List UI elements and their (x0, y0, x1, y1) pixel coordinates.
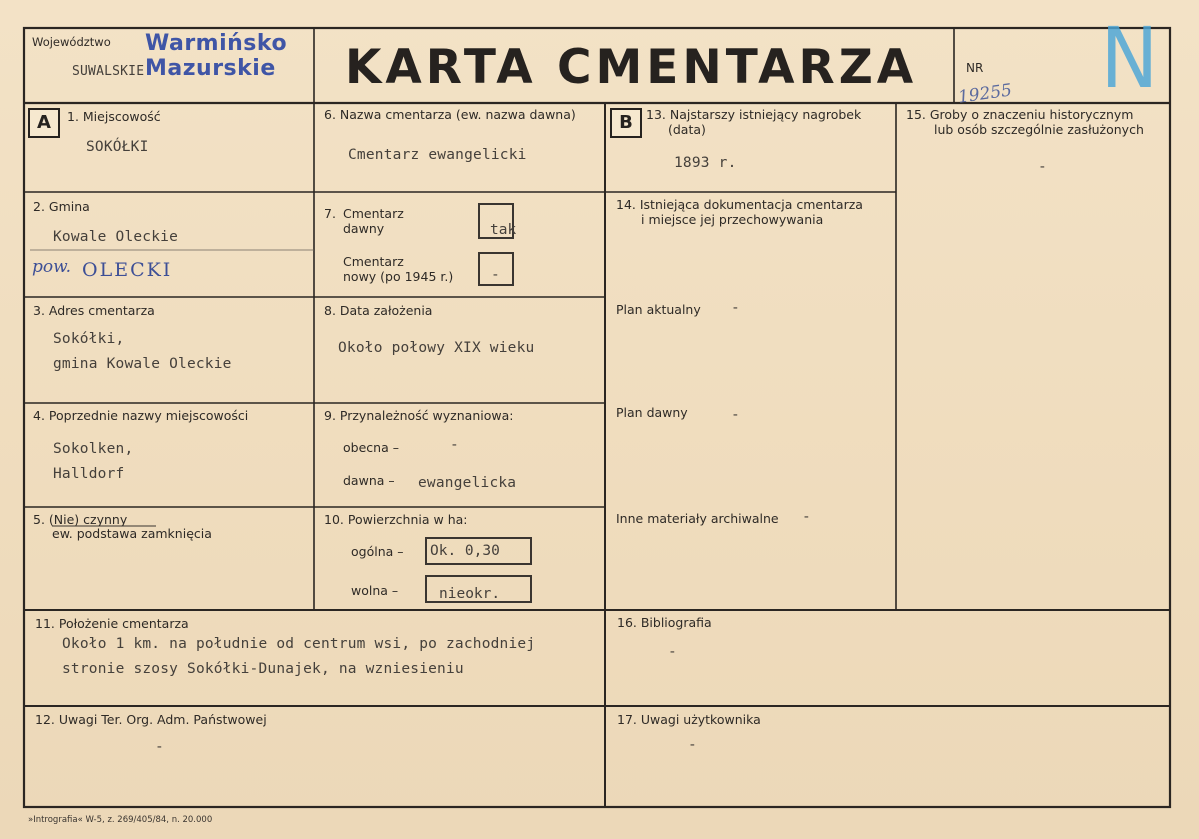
field-7-nowy-value: - (491, 267, 500, 283)
field-12-label: 12. Uwagi Ter. Org. Adm. Państwowej (35, 712, 267, 727)
field-15-label-line-2: lub osób szczególnie zasłużonych (934, 122, 1144, 137)
field-4-value-line-2: Halldorf (53, 466, 125, 482)
field-12-value: - (155, 739, 164, 755)
field-10-ogolna-value: Ok. 0,30 (430, 543, 500, 559)
field-3-value-line-1: Sokółki, (53, 331, 125, 347)
field-8-value: Około połowy XIX wieku (338, 340, 535, 356)
field-15-label-line-1: 15. Groby o znaczeniu historycznym (906, 107, 1134, 122)
stamp-line-1: Warmińsko (145, 31, 288, 56)
field-16-label: 16. Bibliografia (617, 615, 712, 630)
corner-letter-marker: N (1100, 9, 1159, 107)
field-7-dawny-box (478, 203, 517, 239)
wojewodztwo-value: SUWALSKIE (72, 64, 145, 79)
field-9-label: 9. Przynależność wyznaniowa: (324, 408, 514, 423)
field-5-label-line-2: ew. podstawa zamknięcia (52, 526, 212, 541)
nr-label: NR (966, 61, 984, 75)
field-2-value: Kowale Oleckie (53, 229, 179, 245)
field-11-label: 11. Położenie cmentarza (35, 616, 189, 631)
field-2-pow-prefix: pow. (32, 257, 72, 277)
field-3-value-line-2: gmina Kowale Oleckie (53, 356, 232, 372)
field-6-value: Cmentarz ewangelicki (348, 147, 527, 163)
field-2-pow-value: OLECKI (82, 259, 173, 281)
field-15-value: - (1038, 159, 1047, 175)
field-17-value: - (688, 737, 697, 753)
wojewodztwo-label: Województwo (32, 35, 111, 49)
plan-aktualny-value: - (731, 300, 740, 316)
plan-dawny-value: - (731, 407, 740, 423)
field-7-dawny-line-1: Cmentarz (343, 206, 404, 221)
inne-materialy-label: Inne materiały archiwalne (616, 511, 779, 526)
field-1-label: 1. Miejscowość (67, 109, 161, 124)
page-title: KARTA CMENTARZA (345, 40, 918, 95)
field-10-wolna-value: nieokr. (439, 586, 501, 602)
field-5-label-line-1: 5. (Nie) czynny (33, 512, 128, 527)
field-8-label: 8. Data założenia (324, 303, 433, 318)
field-4-value-line-1: Sokolken, (53, 441, 134, 457)
stamp-line-2: Mazurskie (145, 56, 276, 81)
field-14-label-line-2: i miejsce jej przechowywania (641, 212, 824, 227)
plan-aktualny-label: Plan aktualny (616, 302, 701, 317)
field-17-label: 17. Uwagi użytkownika (617, 712, 761, 727)
field-9-obecna-label: obecna – (343, 440, 399, 455)
field-2-label: 2. Gmina (33, 199, 90, 214)
field-13-label-line-1: 13. Najstarszy istniejący nagrobek (646, 107, 862, 122)
field-7-nowy-line-2: nowy (po 1945 r.) (343, 269, 454, 284)
field-10-wolna-box (425, 575, 532, 603)
field-6-label: 6. Nazwa cmentarza (ew. nazwa dawna) (324, 107, 576, 122)
field-9-obecna-value: - (450, 437, 459, 453)
field-10-ogolna-box (425, 537, 532, 565)
section-b-marker: B (610, 108, 642, 138)
field-13-value: 1893 r. (674, 155, 737, 171)
field-13-label-line-2: (data) (668, 122, 706, 137)
field-3-label: 3. Adres cmentarza (33, 303, 155, 318)
plan-dawny-label: Plan dawny (616, 405, 688, 420)
field-7-dawny-line-2: dawny (343, 221, 385, 236)
field-4-label: 4. Poprzednie nazwy miejscowości (33, 408, 249, 423)
field-1-value: SOKÓŁKI (86, 139, 149, 155)
field-7-nowy-box (478, 252, 514, 286)
field-10-wolna-label: wolna – (351, 583, 399, 598)
field-11-value-line-1: Około 1 km. na południe od centrum wsi, po zachodniej (62, 636, 536, 652)
field-9-dawna-label: dawna – (343, 473, 395, 488)
field-9-dawna-value: ewangelicka (418, 475, 517, 491)
printer-imprint: »Intrografia« W-5, z. 269/405/84, n. 20.000 (28, 815, 213, 825)
inne-materialy-value: - (802, 509, 811, 525)
field-16-value: - (668, 644, 677, 660)
field-10-label: 10. Powierzchnia w ha: (324, 512, 468, 527)
field-14-label-line-1: 14. Istniejąca dokumentacja cmentarza (616, 197, 863, 212)
field-7-dawny-value: tak (490, 222, 517, 238)
field-7-label: 7. (324, 206, 336, 221)
nr-value: 19255 (956, 80, 1014, 108)
field-7-nowy-line-1: Cmentarz (343, 254, 404, 269)
field-11-value-line-2: stronie szosy Sokółki-Dunajek, na wzniesieniu (62, 661, 464, 677)
field-10-ogolna-label: ogólna – (351, 544, 404, 559)
section-a-marker: A (28, 108, 60, 138)
